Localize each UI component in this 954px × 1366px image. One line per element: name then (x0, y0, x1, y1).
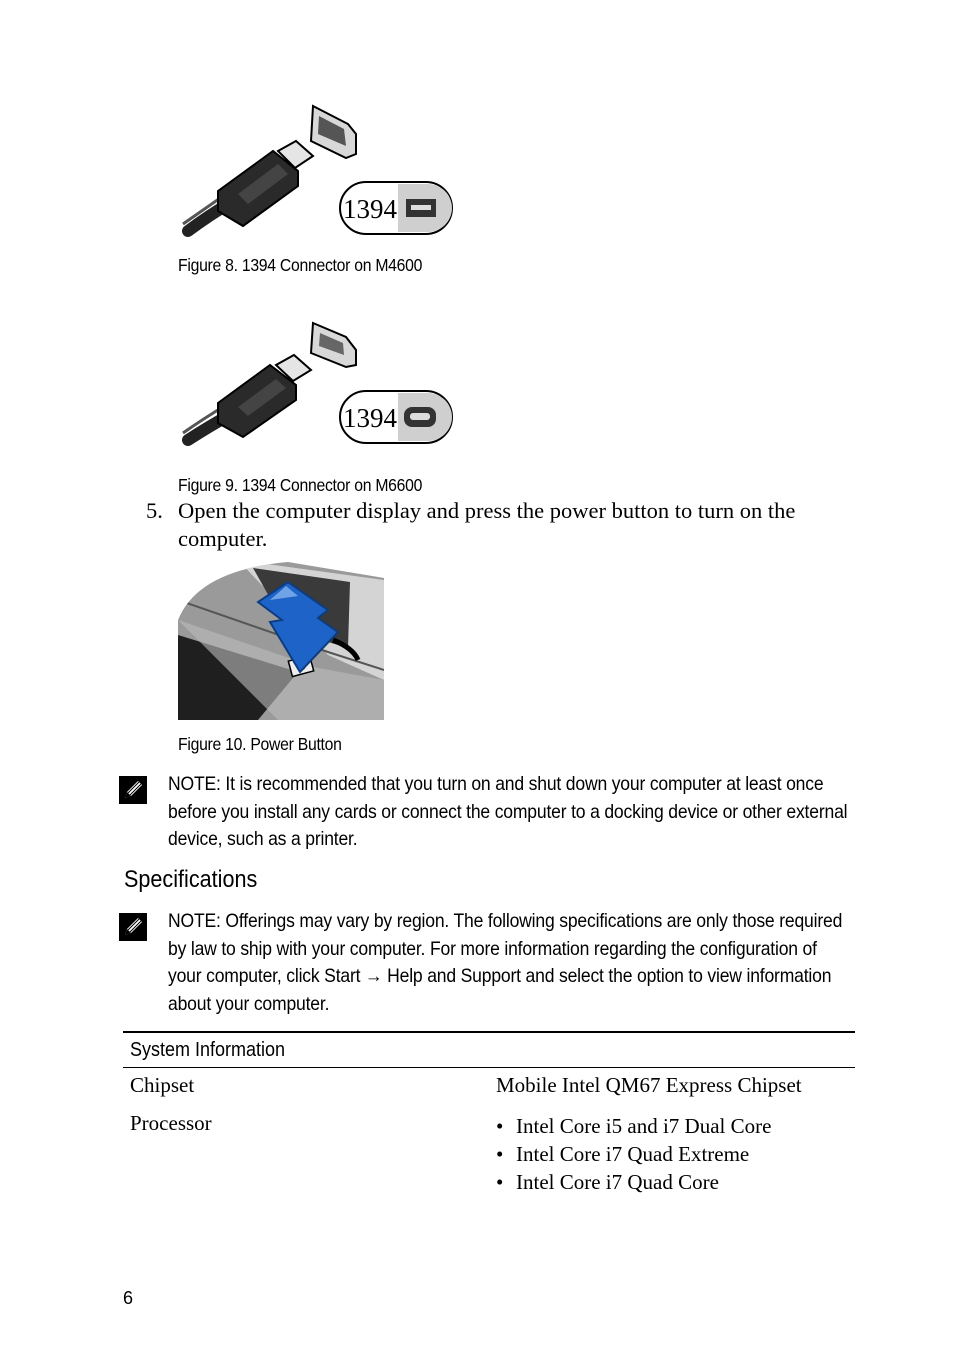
note-2 (168, 908, 852, 1018)
row-label-chipset: Chipset (130, 1073, 195, 1097)
system-information-table (123, 1031, 855, 1198)
row-value-chipset: Mobile Intel QM67 Express Chipset (496, 1073, 802, 1097)
note-1-text: It is recommended that you turn on and shut down your computer at least once before you install any cards or connect the computer to a docking device or other external device, such as a printer. (168, 773, 848, 850)
step-5-line-1: Open the computer display and press the power button to turn on the (178, 498, 796, 523)
row-value-processor (496, 1100, 855, 1198)
note-pencil-icon (118, 912, 148, 942)
figure-10-illustration (178, 560, 384, 720)
figure-9-caption: Figure 9. 1394 Connector on M6600 (178, 475, 423, 495)
step-5-line-2: computer. (178, 525, 268, 551)
page-number: 6 (123, 1288, 134, 1308)
table-row (123, 1068, 855, 1101)
note-2-text-1: Offerings may vary by region. The following specifications are only those required by law to ship with your computer. For more information regarding the configuration of your computer, click (168, 910, 843, 987)
list-item: • Intel Core i7 Quad Core (496, 1170, 719, 1194)
row-label-processor: Processor (130, 1111, 212, 1135)
table-row (123, 1100, 855, 1198)
note-1 (168, 771, 852, 854)
start-menu-reference: Start (324, 965, 361, 987)
figure-9-port-label: 1394 (343, 403, 397, 433)
table-header: System Information (123, 1032, 855, 1068)
figure-8-port-label: 1394 (343, 194, 397, 224)
figure-9-illustration (178, 315, 468, 455)
figure-10-caption: Figure 10. Power Button (178, 734, 342, 754)
note-2-text-2: and select the option to view information about your computer. (168, 965, 832, 1015)
section-heading: Specifications (124, 866, 258, 893)
figure-8-illustration (178, 96, 468, 246)
figure-8-caption: Figure 8. 1394 Connector on M4600 (178, 255, 423, 275)
step-5-number: 5. (146, 498, 163, 523)
list-item: • Intel Core i7 Quad Extreme (496, 1142, 750, 1166)
note-2-label: NOTE: (168, 910, 221, 932)
processor-list (496, 1112, 848, 1196)
list-item: • Intel Core i5 and i7 Dual Core (496, 1114, 772, 1138)
note-pencil-icon (118, 775, 148, 805)
note-1-label: NOTE: (168, 773, 221, 795)
arrow-separator: → (360, 965, 388, 987)
table-header-row (123, 1032, 855, 1068)
help-and-support-reference: Help and Support (387, 965, 521, 987)
step-5 (146, 497, 866, 552)
